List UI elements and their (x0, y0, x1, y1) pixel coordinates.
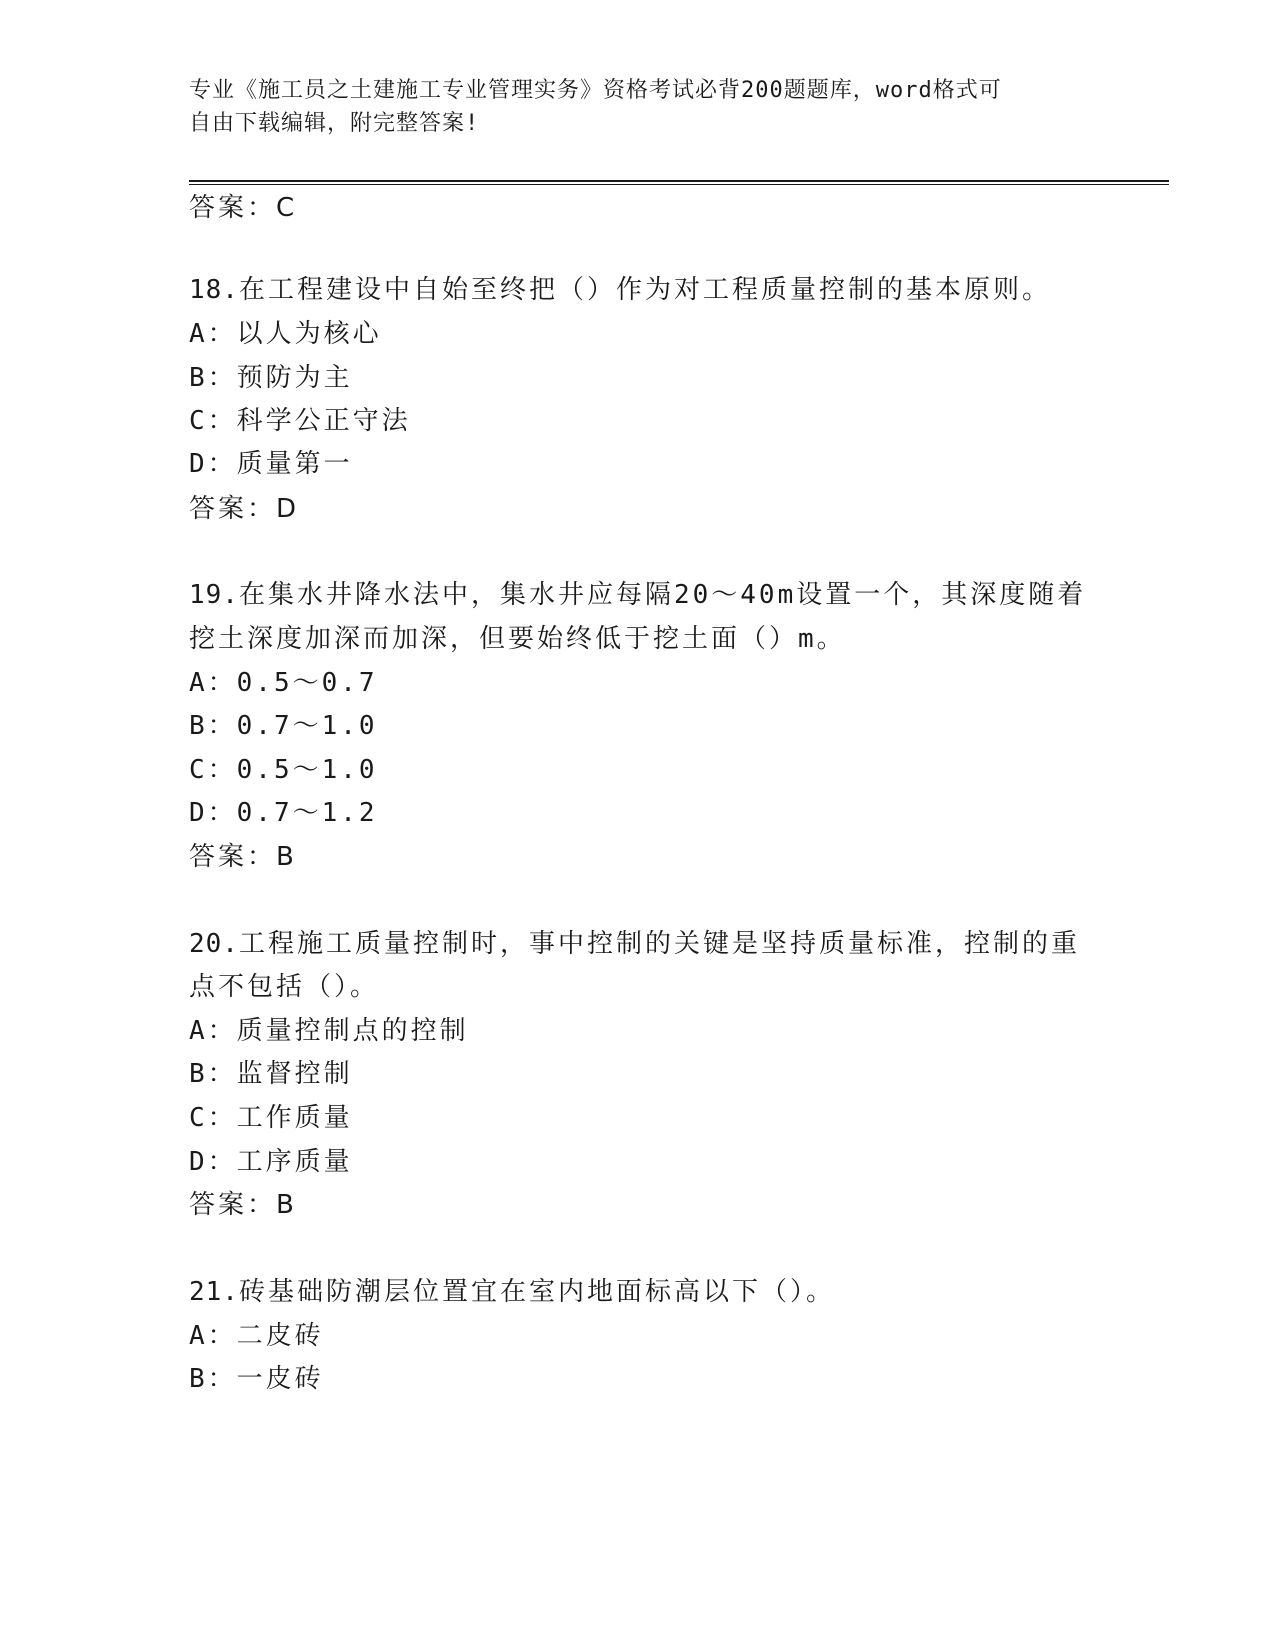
question-text-line: 砖基础防潮层位置宜在室内地面标高以下（）。 (238, 1277, 835, 1307)
question-text-line: 在集水井降水法中，集水井应每隔20～40m设置一个，其深度随着 (238, 580, 1087, 610)
answer-value: B (276, 842, 294, 872)
question-21-text (189, 1277, 835, 1307)
question-20-option-a: A：质量控制点的控制 (189, 1016, 469, 1046)
answer-value: B (276, 1190, 294, 1220)
answer-label: 答案： (189, 842, 277, 872)
answer-17 (189, 193, 294, 223)
question-19-text (189, 580, 1086, 610)
answer-19 (189, 842, 294, 872)
answer-label: 答案： (189, 193, 277, 223)
question-number: 20. (189, 929, 239, 959)
question-18-text (189, 275, 1051, 305)
answer-value: C (276, 193, 295, 223)
document-page (189, 0, 1169, 1650)
header-title-line-1: 专业《施工员之土建施工专业管理实务》资格考试必背200题题库，word格式可 (189, 78, 1002, 103)
question-18-option-a: A：以人为核心 (189, 319, 382, 349)
question-20-option-b: B：监督控制 (189, 1059, 353, 1089)
question-19-option-b: B：0.7～1.0 (189, 711, 378, 741)
question-19-text-line-2: 挖土深度加深而加深，但要始终低于挖土面（）m。 (189, 624, 846, 654)
question-21-option-a: A：二皮砖 (189, 1321, 324, 1351)
question-number: 21. (189, 1277, 239, 1307)
question-20-text (189, 929, 1080, 959)
document-header (189, 74, 1089, 140)
question-20-text-line-2: 点不包括（）。 (189, 972, 380, 1002)
question-number: 18. (189, 275, 239, 305)
question-18-option-c: C：科学公正守法 (189, 406, 411, 436)
header-divider-thin (189, 184, 1169, 185)
question-number: 19. (189, 580, 239, 610)
question-text-line: 工程施工质量控制时，事中控制的关键是坚持质量标准，控制的重 (238, 929, 1080, 959)
question-21-option-b: B：一皮砖 (189, 1364, 324, 1394)
answer-label: 答案： (189, 494, 277, 524)
question-18-option-d: D：质量第一 (189, 449, 353, 479)
question-20-option-d: D：工序质量 (189, 1147, 353, 1177)
question-19-option-c: C：0.5～1.0 (189, 755, 378, 785)
answer-value: D (276, 494, 297, 524)
question-19-option-a: A：0.5～0.7 (189, 668, 378, 698)
header-divider-thick (189, 180, 1169, 182)
answer-label: 答案： (189, 1190, 277, 1220)
header-title-line-2: 自由下载编辑，附完整答案! (189, 111, 480, 136)
question-18-option-b: B：预防为主 (189, 363, 353, 393)
question-19-option-d: D：0.7～1.2 (189, 798, 378, 828)
answer-20 (189, 1190, 294, 1220)
question-20-option-c: C：工作质量 (189, 1103, 353, 1133)
answer-18 (189, 494, 296, 524)
question-text-line: 在工程建设中自始至终把（）作为对工程质量控制的基本原则。 (238, 275, 1051, 305)
